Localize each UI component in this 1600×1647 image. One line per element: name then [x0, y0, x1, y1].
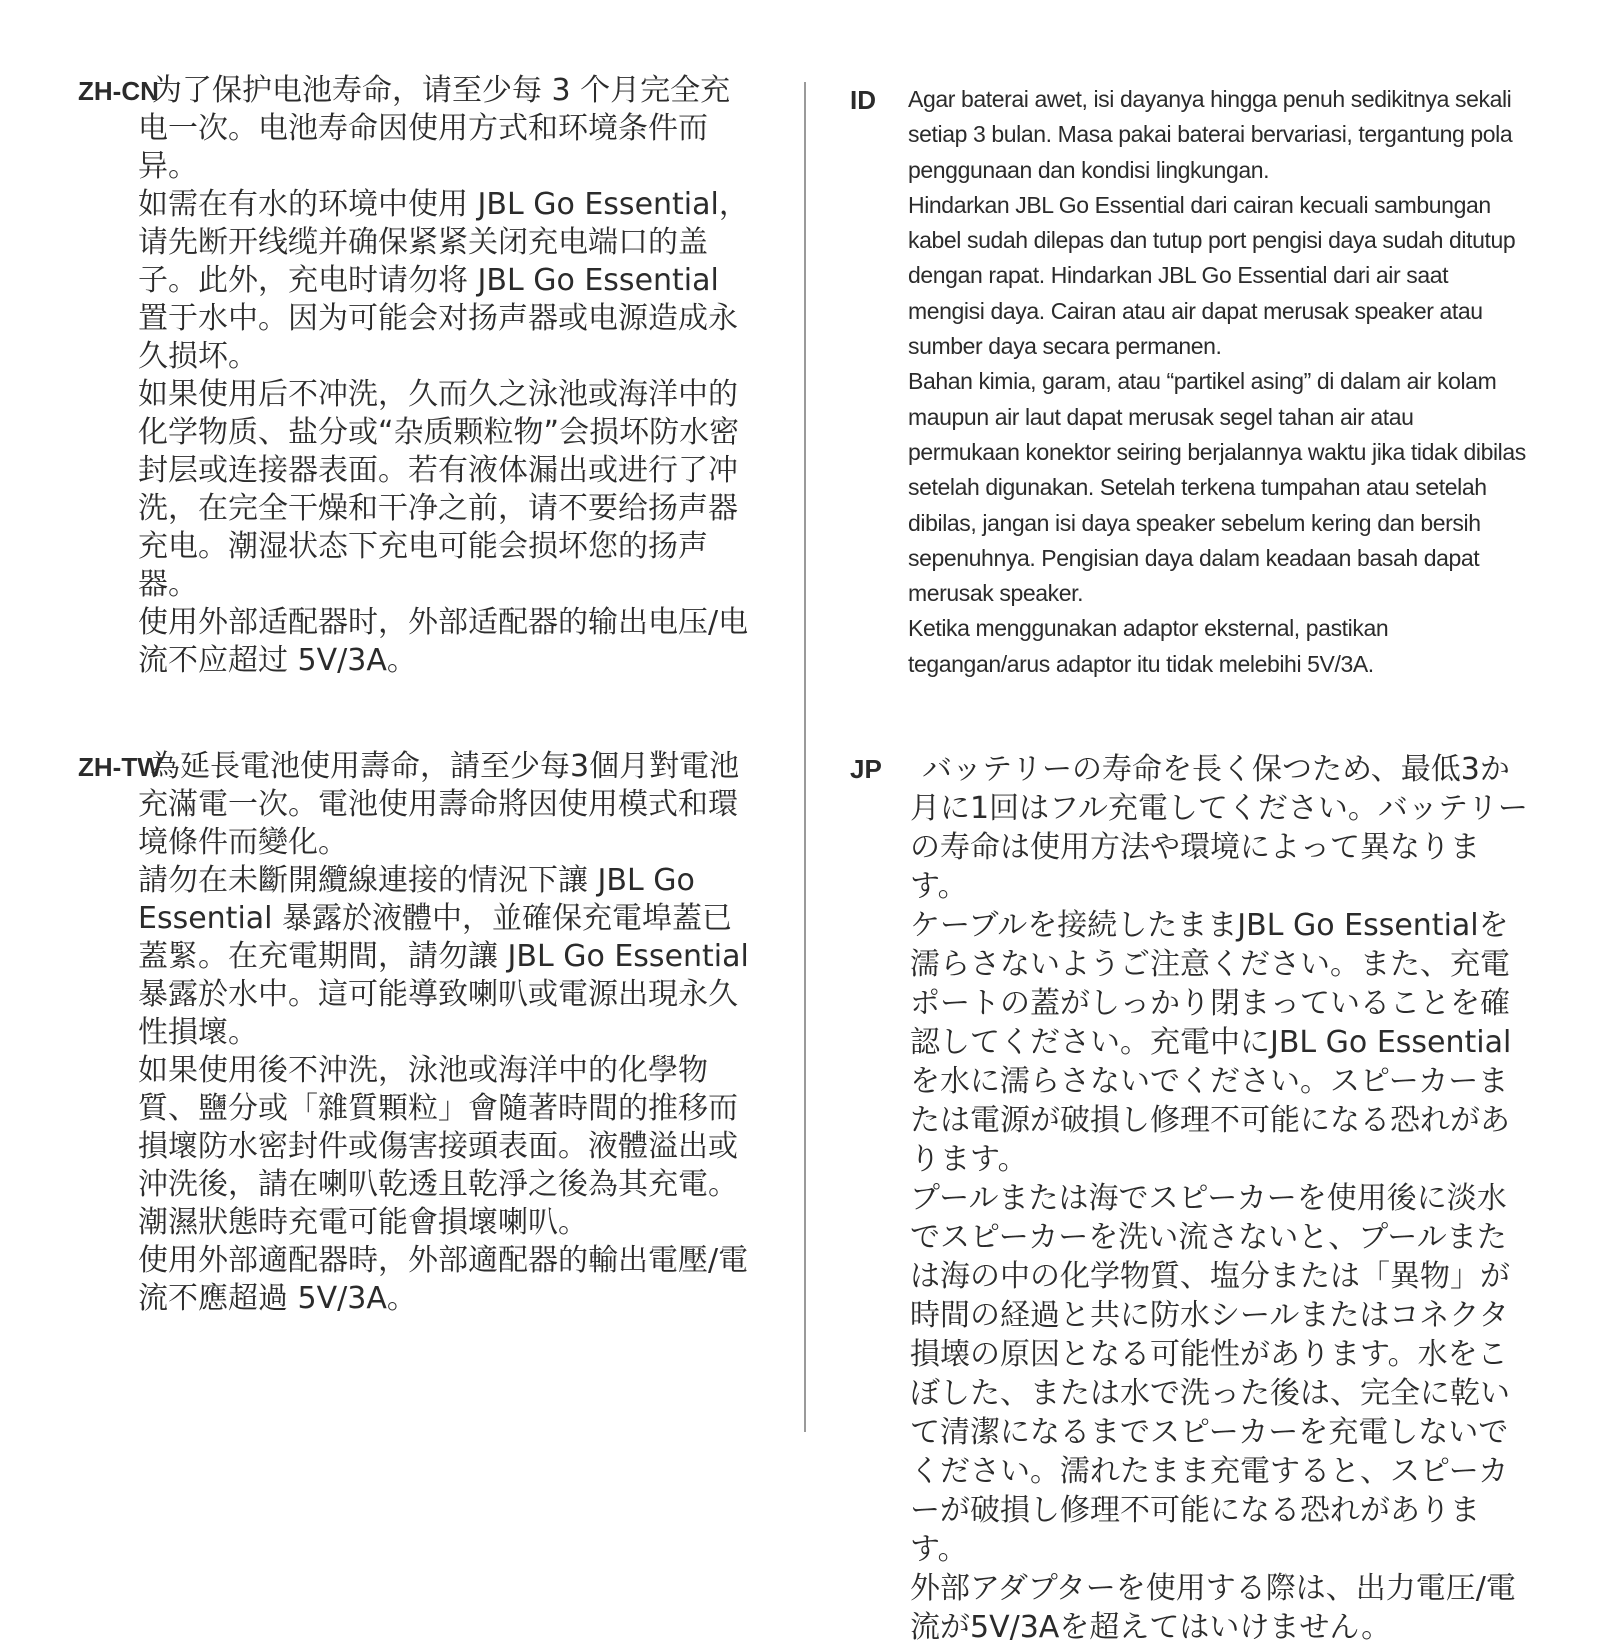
paragraph: 如需在有水的环境中使用 JBL Go Essential，请先断开线缆并确保紧紧关闭充电端口的盖子。此外，充电时请勿将 JBL Go Essential 置于水中。因为可能会对扬声器或电源造成永久损坏。 — [138, 187, 749, 374]
paragraph: Hindarkan JBL Go Essential dari cairan kecuali sambungan kabel sudah dilepas dan tutup port pengisi daya sudah ditutup dengan rapat. Hindarkan JBL Go Essential dari air saat mengisi daya. Cairan atau air dapat merusak speaker atau sumber daya secara permanen. — [908, 191, 1516, 360]
paragraph: 如果使用后不冲洗，久而久之泳池或海洋中的化学物质、盐分或“杂质颗粒物”会损坏防水密封层或连接器表面。若有液体漏出或进行了冲洗，在完全干燥和干净之前，请不要给扬声器充电。潮湿状态下充电可能会损坏您的扬声器。 — [138, 377, 740, 602]
paragraph: 如果使用後不沖洗，泳池或海洋中的化學物質、鹽分或「雜質顆粒」會隨著時間的推移而損壞防水密封件或傷害接頭表面。液體溢出或沖洗後，請在喇叭乾透且乾淨之後為其充電。潮濕狀態時充電可能會損壞喇叭。 — [138, 1053, 738, 1240]
section-jp-text — [910, 750, 1530, 1647]
paragraph: Agar baterai awet, isi dayanya hingga penuh sedikitnya sekali setiap 3 bulan. Masa pakai baterai bervariasi, tergantung pola penggunaan dan kondisi lingkungan. — [908, 86, 1513, 183]
section-zh-cn-text — [138, 72, 758, 680]
section-zh-cn — [78, 72, 758, 680]
paragraph: Bahan kimia, garam, atau “partikel asing” di dalam air kolam maupun air laut dapat merusak segel tahan air atau permukaan konektor seiring berjalannya waktu jika tidak dibilas setelah digunakan. Setelah terkena tumpahan atau setelah dibilas, jangan isi daya speaker sebelum kering dan bersih sepenuhnya. Pengisian daya dalam keadaan basah dapat merusak speaker. — [908, 368, 1526, 607]
left-column — [78, 72, 758, 1318]
language-code-zh-tw: ZH-TW — [78, 752, 162, 782]
paragraph: Ketika menggunakan adaptor eksternal, pastikan tegangan/arus adaptor itu tidak melebihi 5V/3A. — [908, 615, 1389, 677]
section-jp — [850, 750, 1530, 1647]
right-column — [850, 72, 1530, 1647]
paragraph: バッテリーの寿命を長く保つため、最低3か月に1回はフル充電してください。バッテリーの寿命は使用方法や環境によって異なります。 — [910, 752, 1528, 905]
paragraph: 使用外部適配器時，外部適配器的輸出電壓/電流不應超過 5V/3A。 — [138, 1243, 749, 1316]
paragraph: 外部アダプターを使用する際は、出力電圧/電流が5V/3Aを超えてはいけません。 — [910, 1571, 1516, 1646]
language-code-id: ID — [850, 85, 876, 115]
paragraph: 請勿在未斷開纜線連接的情況下讓 JBL Go Essential 暴露於液體中，並確保充電埠蓋已蓋緊。在充電期間，請勿讓 JBL Go Essential 暴露於水中。這可能導致喇叭或電源出現永久性損壞。 — [138, 863, 749, 1050]
paragraph: 为了保护电池寿命，请至少每 3 个月完全充电一次。电池寿命因使用方式和环境条件而异。 — [138, 73, 731, 184]
language-code-zh-cn: ZH-CN — [78, 76, 159, 106]
column-divider — [804, 82, 806, 1432]
section-zh-tw-text — [138, 748, 758, 1318]
section-id — [850, 82, 1530, 682]
language-code-jp: JP — [850, 754, 882, 785]
paragraph: ケーブルを接続したままJBL Go Essentialを濡らさないようご注意ください。また、充電ポートの蓋がしっかり閉まっていることを確認してください。充電中にJBL Go Essentialを水に濡らさないでください。スピーカーまたは電源が破損し修理不可能になる恐れがあります。 — [910, 908, 1512, 1178]
paragraph: 為延長電池使用壽命，請至少每3個月對電池充滿電一次。電池使用壽命將因使用模式和環境條件而變化。 — [138, 749, 740, 860]
section-id-text — [908, 82, 1530, 682]
paragraph: 使用外部适配器时，外部适配器的输出电压/电流不应超过 5V/3A。 — [138, 605, 749, 678]
section-zh-tw — [78, 748, 758, 1318]
paragraph: プールまたは海でスピーカーを使用後に淡水でスピーカーを洗い流さないと、プールまたは海の中の化学物質、塩分または「異物」が時間の経過と共に防水シールまたはコネクタ損壊の原因となる可能性があります。水をこぼした、または水で洗った後は、完全に乾いて清潔になるまでスピーカーを充電しないでください。濡れたまま充電すると、スピーカーが破損し修理不可能になる恐れがあります。 — [910, 1181, 1510, 1568]
